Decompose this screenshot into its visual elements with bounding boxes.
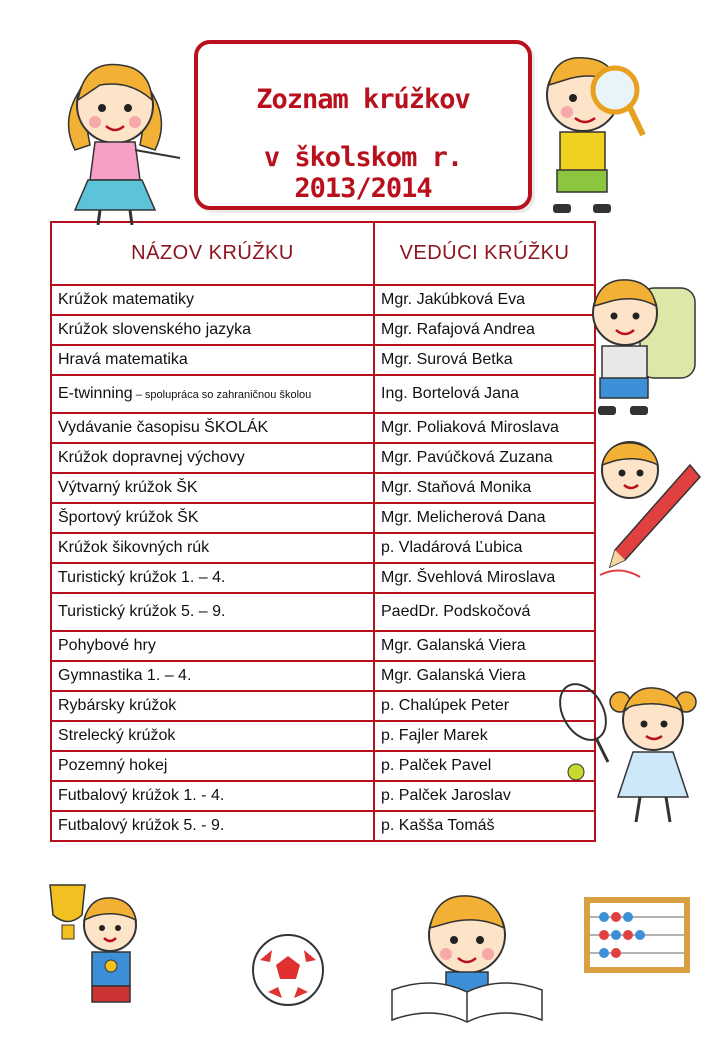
club-leader: p. Chalúpek Peter — [374, 691, 595, 721]
club-leader: p. Vladárová Ľubica — [374, 533, 595, 563]
girl-cartoon — [40, 30, 190, 225]
soccer-ball — [250, 932, 326, 1008]
club-name: Pohybové hry — [51, 631, 374, 661]
club-leader: Mgr. Surová Betka — [374, 345, 595, 375]
club-leader: p. Kašša Tomáš — [374, 811, 595, 841]
club-leader: Ing. Bortelová Jana — [374, 375, 595, 413]
club-name-note: – spolupráca so zahraničnou školou — [132, 389, 312, 401]
table-row — [51, 721, 595, 751]
table-row — [51, 563, 595, 593]
column-header-name: NÁZOV KRÚŽKU — [51, 222, 374, 285]
club-leader: Mgr. Galanská Viera — [374, 631, 595, 661]
boy-pencil-cartoon — [590, 435, 705, 585]
club-name: Krúžok šikovných rúk — [51, 533, 374, 563]
club-leader: Mgr. Jakúbková Eva — [374, 285, 595, 315]
club-name: Krúžok dopravnej výchovy — [51, 443, 374, 473]
table-row — [51, 811, 595, 841]
club-name: Gymnastika 1. – 4. — [51, 661, 374, 691]
table-row — [51, 533, 595, 563]
club-leader: p. Palček Jaroslav — [374, 781, 595, 811]
page-title-line-1: Zoznam krúžkov — [256, 84, 470, 115]
table-row — [51, 781, 595, 811]
boy-backpack-cartoon — [580, 268, 705, 418]
table-row — [51, 473, 595, 503]
club-name: Športový krúžok ŠK — [51, 503, 374, 533]
table-row — [51, 661, 595, 691]
club-name: Strelecký krúžok — [51, 721, 374, 751]
table-row — [51, 413, 595, 443]
club-leader: Mgr. Poliaková Miroslava — [374, 413, 595, 443]
table-row — [51, 691, 595, 721]
club-leader: PaedDr. Podskočová — [374, 593, 595, 631]
club-name: Futbalový krúžok 1. - 4. — [51, 781, 374, 811]
clubs-table — [50, 221, 596, 842]
abacus — [582, 895, 692, 975]
club-name: Turistický krúžok 5. – 9. — [51, 593, 374, 631]
club-leader: p. Fajler Marek — [374, 721, 595, 751]
boy-reading-cartoon — [372, 880, 562, 1030]
boy-trophy-cartoon — [30, 870, 170, 1020]
club-name: Pozemný hokej — [51, 751, 374, 781]
club-name: Hravá matematika — [51, 345, 374, 375]
boy-magnifier-cartoon — [535, 40, 655, 215]
club-name: Krúžok matematiky — [51, 285, 374, 315]
club-name-cell — [51, 375, 374, 413]
table-row — [51, 345, 595, 375]
page-title-line-2: v školskom r. 2013/2014 — [263, 142, 463, 204]
title-box — [194, 40, 532, 210]
column-header-leader: VEDÚCI KRÚŽKU — [374, 222, 595, 285]
club-leader: Mgr. Galanská Viera — [374, 661, 595, 691]
club-leader: Mgr. Rafajová Andrea — [374, 315, 595, 345]
club-name: E-twinning — [58, 385, 133, 402]
table-row — [51, 593, 595, 631]
club-name: Futbalový krúžok 5. - 9. — [51, 811, 374, 841]
table-row — [51, 503, 595, 533]
table-row — [51, 443, 595, 473]
club-leader: Mgr. Švehlová Miroslava — [374, 563, 595, 593]
club-name: Krúžok slovenského jazyka — [51, 315, 374, 345]
table-row — [51, 631, 595, 661]
club-leader: p. Palček Pavel — [374, 751, 595, 781]
club-leader: Mgr. Pavúčková Zuzana — [374, 443, 595, 473]
club-name: Rybársky krúžok — [51, 691, 374, 721]
table-row — [51, 375, 595, 413]
table-row — [51, 285, 595, 315]
club-leader: Mgr. Melicherová Dana — [374, 503, 595, 533]
club-name: Výtvarný krúžok ŠK — [51, 473, 374, 503]
club-leader: Mgr. Staňová Monika — [374, 473, 595, 503]
table-row — [51, 315, 595, 345]
table-header-row — [51, 222, 595, 285]
girl-tennis-cartoon — [548, 672, 708, 832]
club-name: Turistický krúžok 1. – 4. — [51, 563, 374, 593]
table-row — [51, 751, 595, 781]
club-name: Vydávanie časopisu ŠKOLÁK — [51, 413, 374, 443]
